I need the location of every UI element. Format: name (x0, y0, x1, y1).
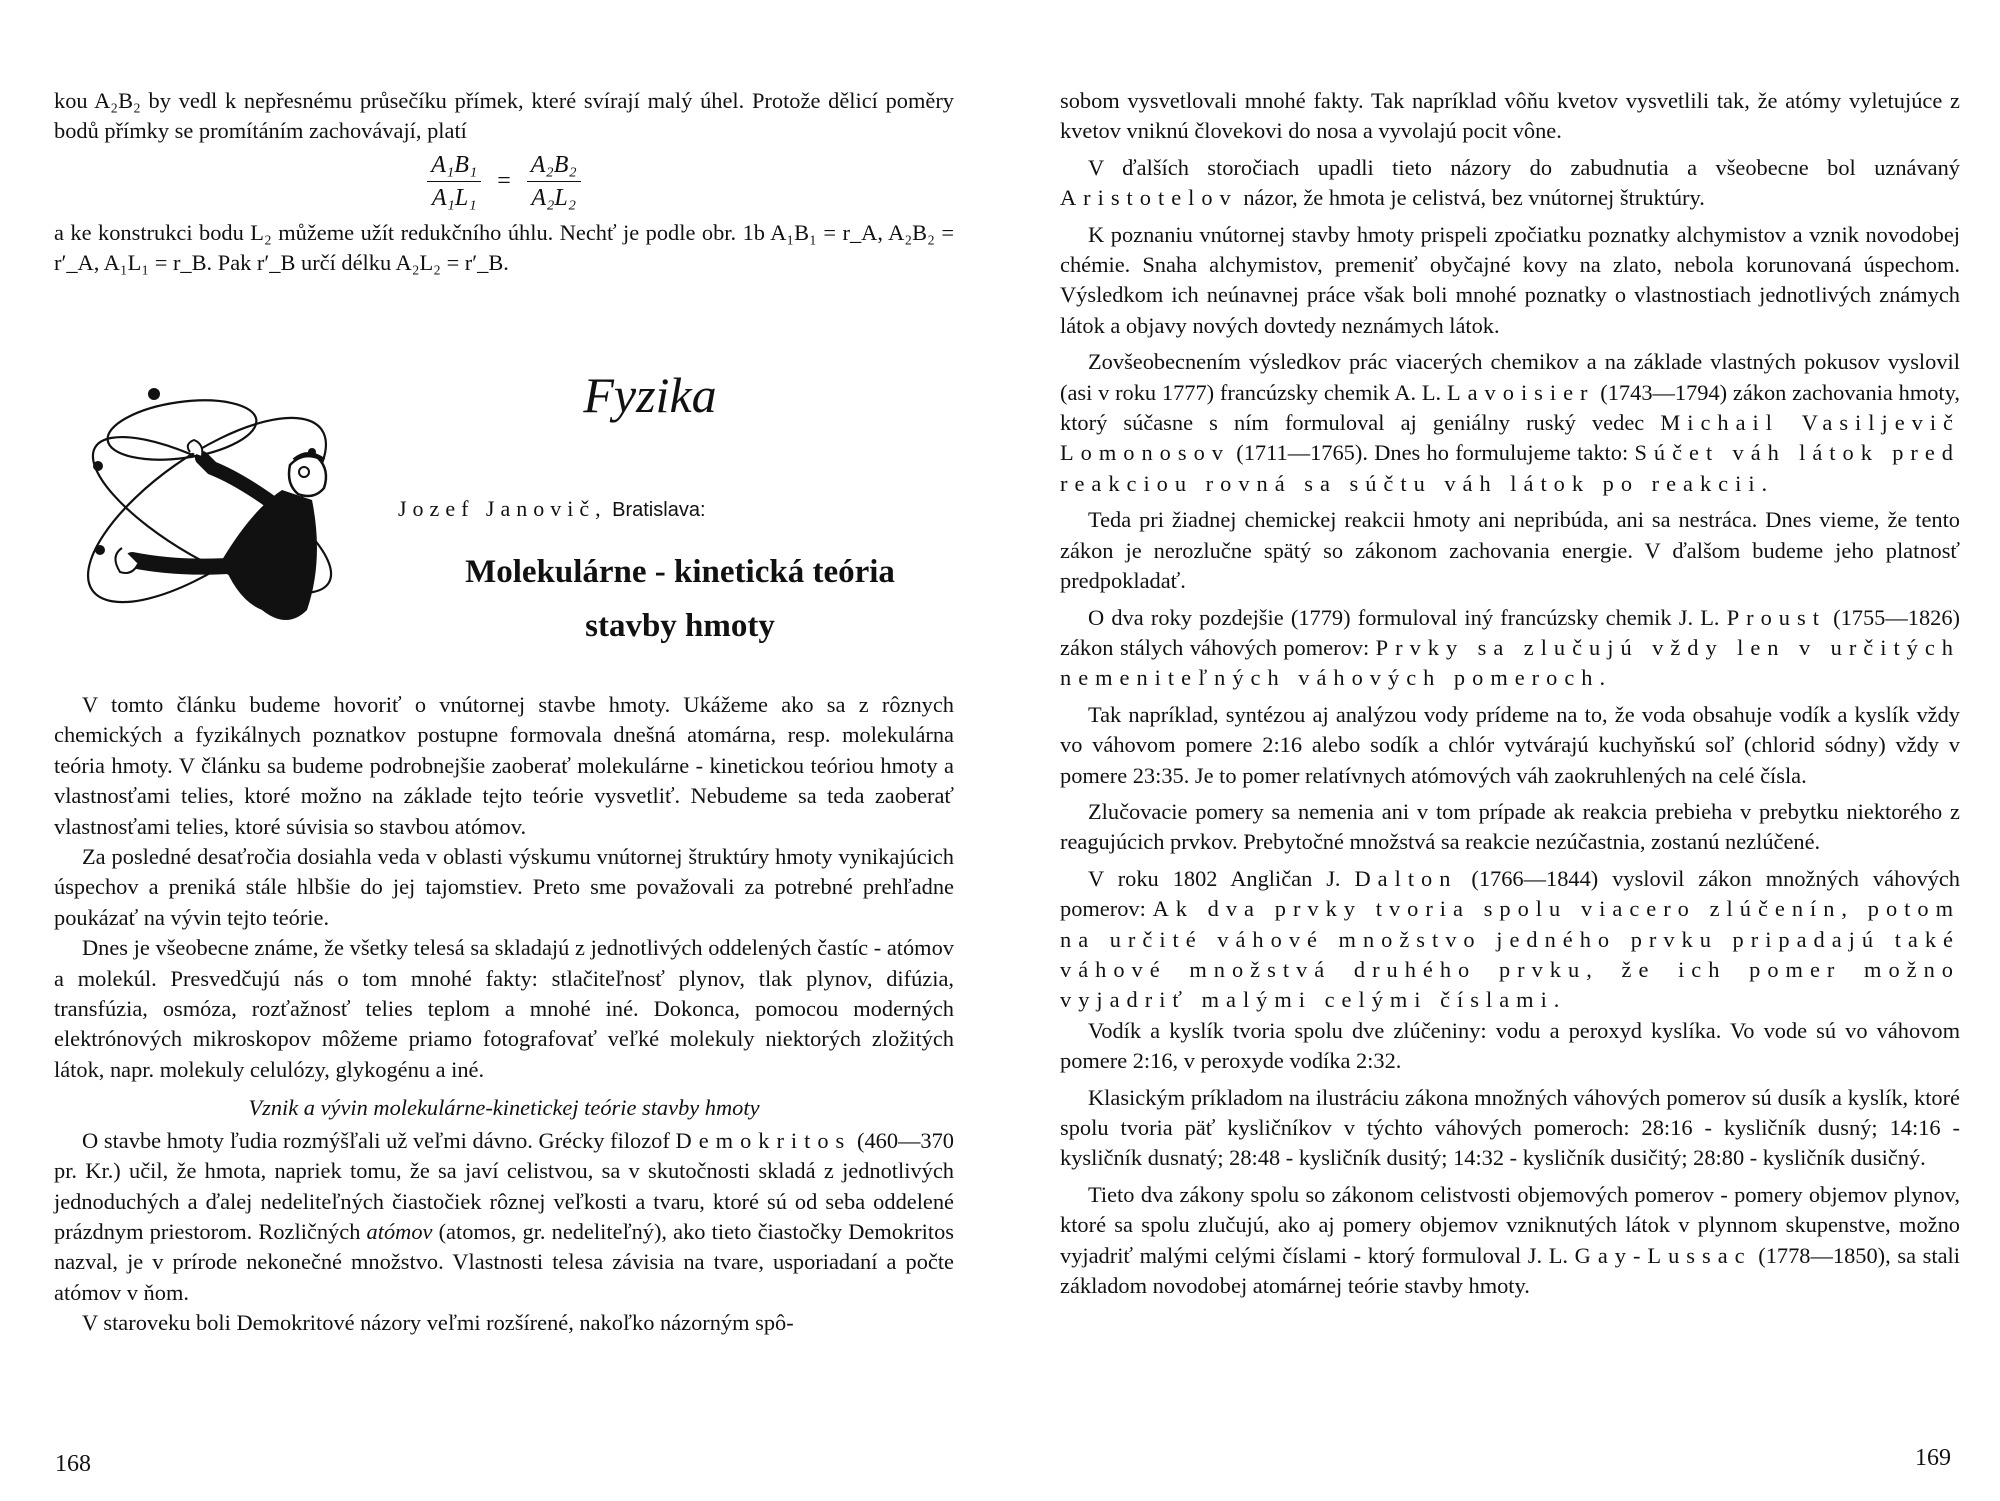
paragraph: Klasickým príkladom na ilustráciu zákona množných váhových pomerov sú dusík a kyslík, ktoré spolu tvoria päť kysličníkov v týchto váhových pomeroch: 28:16 - kysličník dusný; 14:16 - kysličník dusnatý; 28:48 - kysličník dusitý; 14:32 - kysličník dusičitý; 28:80 - kysličník dusičný. (1060, 1084, 1960, 1171)
author-line (398, 495, 898, 524)
paragraph: Vodík a kyslík tvoria spolu dve zlúčeniny: vodu a peroxyd kyslíka. Vo vode sú vo váhovom pomere 2:16, v peroxyde vodíka 2:32. (1060, 1017, 1960, 1074)
paragraph: Dnes je všeobecne známe, že všetky telesá sa skladajú z jednotlivých oddelených častíc - atómov a molekúl. Presvedčujú nás o tom mnohé fakty: stlačiteľnosť plynov, tlak plynov, difúzia, transfúzia, osmóza, rozťažnosť telies teplom a mnohé iné. Dokonca, pomocou moderných elektrónových mikroskopov môžeme priamo fotografovať veľké molekuly niektorých zložitých látok, napr. molekuly celulózy, glykogénu a iné. (54, 935, 954, 1082)
paragraph: V tomto článku budeme hovoriť o vnútornej stavbe hmoty. Ukážeme ako sa z rôznych chemických a fyzikálnych poznatkov postupne formovala dnešná atomárna, resp. molekulárna teória hmoty. V článku sa budeme podrobnejšie zaoberať molekulárne - kinetickou teóriou hmoty a vlastnosťami telies, ktoré možno na základe tejto teórie vysvetliť. Nebudeme sa teda zaoberať vlastnosťami telies, ktoré súvisia so stavbou atómov. (54, 692, 954, 839)
paragraph: V ďalších storočiach upadli tieto názory do zabudnutia a všeobecne bol uznávaný Aristotelov názor, že hmota je celistvá, bez vnútornej štruktúry. (1060, 154, 1960, 211)
paragraph: Za posledné desaťročia dosiahla veda v oblasti výskumu vnútornej štruktúry hmoty vynikajúcich úspechov a preniká stále hlbšie do jej tajomstiev. Preto sme považovali za potrebné prehľadne poukázať na vývin tejto teórie. (54, 844, 954, 930)
paragraph: V roku 1802 Angličan J. Dalton (1766—1844) vyslovil zákon množných váhových pomerov: Ak dva prvky tvoria spolu viacero zlúčenín, potom na určité váhové množstvo jedného prvku pripadajú také váhové množstvá druhého prvku, že ich pomer možno vyjadriť malými celými číslami. (1060, 865, 1960, 1013)
paragraph: Tak napríklad, syntézou aj analýzou vody prídeme na to, že voda obsahuje vodík a kyslík vždy vo váhovom pomere 2:16 alebo sodík a chlór vytvárajú kuchyňskú soľ (chlorid sódny) vždy v pomere 23:35. Je to pomer relatívnych atómových váh zaokruhlených na celé čísla. (1060, 701, 1960, 788)
subheading: Vznik a vývin molekulárne-kinetickej teórie stavby hmoty (248, 1095, 760, 1121)
author-city: Bratislava: (612, 499, 706, 521)
name-aristotelov: Aristotelov (1060, 185, 1238, 211)
name-lomonosov: Michail Vasiljevič Lomonosov (1060, 410, 1960, 466)
paragraph: sobom vysvetlovali mnohé fakty. Tak napríklad vôňu kvetov vysvetlili tak, že atómy vyletujúce z kvetov vniknú človekovi do nosa a vyvolajú pocit vône. (1060, 88, 1960, 144)
person-figure (115, 440, 326, 620)
paragraph: Tieto dva zákony spolu so zákonom celistvosti objemových pomerov - pomery objemov plynov, ktoré sa spolu zlučujú, ako aj pomery objemov vzniknutých látok v plynnom skupenstve, možno vyjadriť malými celými číslami - ktorý formuloval J. L. Gay-Lussac (1778—1850), sa stali základom novodobej atomárnej teórie stavby hmoty. (1060, 1181, 1960, 1299)
name-proust: Proust (1726, 604, 1826, 630)
law-multiple-proportions: Ak dva prvky tvoria spolu viacero zlúčenín, potom na určité váhové množstvo jedného prvku pripadajú také váhové množstvá druhého prvku, že ich pomer možno vyjadriť malými celými číslami. (1060, 896, 1960, 1013)
page-number-right: 169 (1915, 1445, 1951, 1471)
left-body-text (54, 690, 954, 1339)
paragraph: O stavbe hmoty ľudia rozmýšľali už veľmi dávno. Grécky filozof Demokritos (460—370 pr. Kr.) učil, že hmota, napriek tomu, že sa javí celistvou, sa v skutočnosti skladá z jednotlivých jednoduchých a ďalej nedeliteľných čiastočiek rôznej veľkosti a tvaru, ktoré sú od seba oddelené prázdnym priestorom. Rozličných atómov (atomos, gr. nedeliteľný), ako tieto čiastočky Demokritos nazval, je v prírode nekonečné množstvo. Vlastnosti telesa závisia na tvare, usporiadaní a počte atómov v ňom. (54, 1127, 955, 1305)
paragraph: Zovšeobecnením výsledkov prác viacerých chemikov a na základe vlastných pokusov vyslovil (asi v roku 1777) francúzsky chemik A. L. Lavoisier (1743—1794) zákon zachovania hmoty, ktorý súčasne s ním formuloval aj geniálny ruský vedec Michail Vasiljevič Lomonosov (1711—1765). Dnes ho formulujeme takto: Súčet váh látok pred reakciou rovná sa súčtu váh látok po reakcii. (1060, 349, 1960, 496)
equals-sign: = (497, 168, 511, 195)
section-title: Fyzika (583, 367, 717, 423)
top-paragraph-2: a ke konstrukci bodu L₂ můžeme užít redukčního úhlu. Nechť je podle obr. 1b A₁B₁ = r_A, A₂B₂ = r′_A, A₁L₁ = r_B. Pak r′_B určí délku A₂L₂ = r′_B. (54, 219, 954, 276)
fraction-left-denominator: A₁L₁ (431, 184, 477, 211)
law-definite-proportions: Prvky sa zlučujú vždy len v určitých nemeniteľných váhových pomeroch. (1060, 634, 1960, 691)
author-name: Jozef Janovič, (398, 496, 607, 521)
term-atomov: atómov (366, 1218, 433, 1244)
paragraph: K poznaniu vnútornej stavby hmoty prispeli zpočiatku poznatky alchymistov a vznik novodobej chémie. Snaha alchymistov, premeniť obyčajné kovy na zlato, nebola korunovaná úspechom. Výsledkom ich neúnavnej práce však boli mnohé poznatky o vlastnostiach jednotlivých známych látok a objavy nových dovtedy neznámych látok. (1060, 221, 1960, 338)
name-dalton: Dalton (1354, 865, 1458, 891)
page-number-left: 168 (55, 1451, 91, 1477)
article-title (395, 545, 965, 653)
fraction-right-denominator: A₂L₂ (531, 184, 577, 211)
formula (54, 151, 954, 212)
name-lavoisier: Lavoisier (1446, 379, 1595, 405)
right-body-text (1060, 86, 1960, 1301)
top-paragraph-1: kou A₂B₂ by vedl k nepřesnému průsečíku přímek, které svírají malý úhel. Protože dělicí poměry bodů přímky se promítáním zachovávají, platí (54, 88, 954, 144)
paragraph: O dva roky pozdejšie (1779) formuloval iný francúzsky chemik J. L. Proust (1755—1826) zákon stálych váhových pomerov: Prvky sa zlučujú vždy len v určitých nemeniteľných váhových pomeroch. (1060, 604, 1960, 691)
fraction-right-numerator: A₂B₂ (527, 151, 581, 182)
physicist-illustration (62, 360, 352, 650)
right-page (1000, 0, 2000, 1501)
electron-2 (93, 461, 103, 471)
fraction-right (527, 151, 581, 212)
paragraph: Teda pri žiadnej chemickej reakcii hmoty ani nepribúda, ani sa nestráca. Dnes vieme, že tento zákon je nerozlučne spätý so zákonom zachovania energie. V ďalšom budeme jeho platnosť predpokladať. (1060, 507, 1960, 594)
paragraph: V staroveku boli Demokritové názory veľmi rozšírené, nakoľko názorným spô- (82, 1310, 794, 1336)
paragraph: Zlučovacie pomery sa nemenia ani v tom prípade ak reakcia prebieha v prebytku niektorého z reagujúcich prvkov. Prebytočné množstvá sa reakcie nezúčastnia, zostanú nezlúčené. (1060, 798, 1960, 855)
article-title-line-2: stavby hmoty (585, 608, 775, 644)
name-gay-lussac: Gay-Lussac (1574, 1242, 1752, 1268)
law-conservation-mass: Súčet váh látok pred reakciou rovná sa súčtu váh látok po reakcii. (1060, 440, 1960, 496)
name-demokritos: Demokritos (675, 1127, 852, 1153)
electron-1 (148, 388, 160, 400)
electron-3 (95, 545, 105, 555)
top-text-block (54, 86, 954, 279)
fraction-left (427, 151, 481, 212)
article-title-line-1: Molekulárne - kinetická teória (465, 554, 895, 590)
fraction-left-numerator: A₁B₁ (427, 151, 481, 182)
